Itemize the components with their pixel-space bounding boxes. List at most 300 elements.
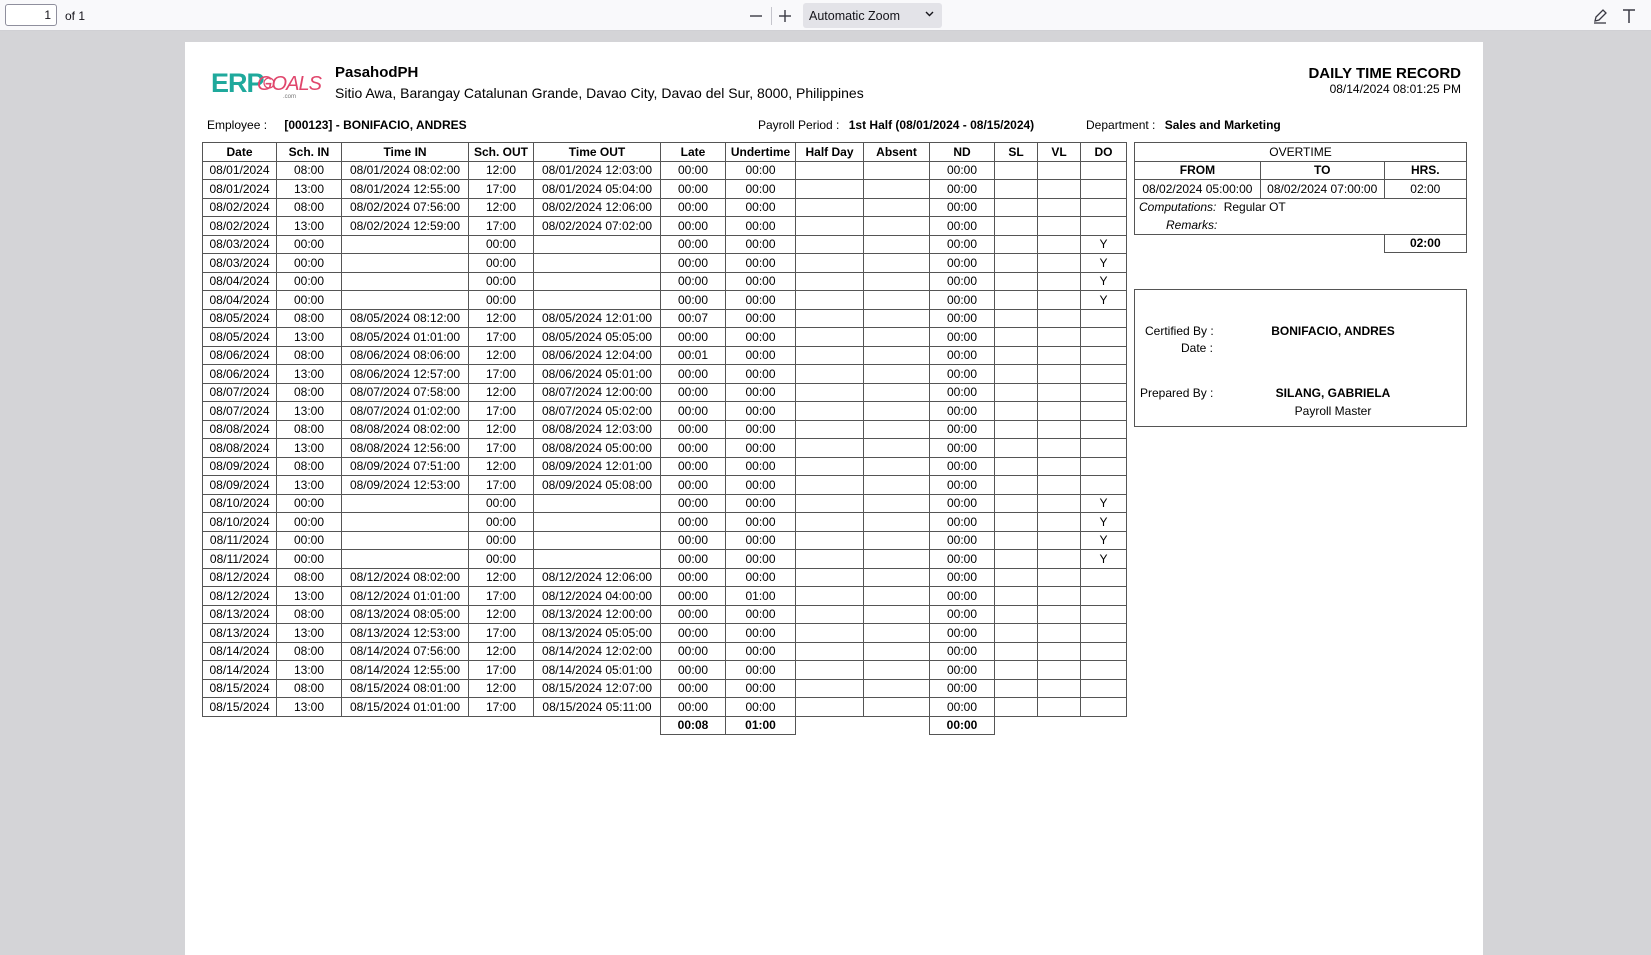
cell-half-day: [796, 568, 864, 587]
cell-vl: [1038, 291, 1081, 310]
cell-undertime: 00:00: [726, 235, 796, 254]
cell-time-out: [534, 494, 661, 513]
cell-time-in: 08/05/2024 01:01:00: [342, 328, 469, 347]
cell-sch-out: 12:00: [469, 605, 534, 624]
cell-sl: [995, 624, 1038, 643]
cell-nd: 00:00: [930, 494, 995, 513]
cell-undertime: 00:00: [726, 439, 796, 458]
cell-nd: 00:00: [930, 235, 995, 254]
cell-absent: [864, 235, 930, 254]
cell-nd: 00:00: [930, 661, 995, 680]
page-count-label: of 1: [65, 9, 86, 23]
col-header-nd: ND: [930, 143, 995, 162]
cell-nd: 00:00: [930, 457, 995, 476]
cell-vl: [1038, 439, 1081, 458]
cell-nd: 00:00: [930, 476, 995, 495]
remarks-label: Remarks:: [1166, 217, 1218, 232]
cell-time-in: 08/14/2024 07:56:00: [342, 642, 469, 661]
cell-sch-out: 12:00: [469, 568, 534, 587]
cell-undertime: 00:00: [726, 624, 796, 643]
ot-cell-hrs: 02:00: [1384, 180, 1466, 199]
plus-icon: [778, 9, 792, 23]
cell-date: 08/03/2024: [203, 235, 277, 254]
certified-by-label: Certified By :: [1145, 324, 1214, 338]
dtr-body: [203, 161, 1127, 716]
cell-time-in: 08/01/2024 08:02:00: [342, 161, 469, 180]
cell-nd: 00:00: [930, 624, 995, 643]
cell-sl: [995, 661, 1038, 680]
cell-sch-in: 08:00: [277, 346, 342, 365]
cell-sl: [995, 346, 1038, 365]
cell-vl: [1038, 365, 1081, 384]
cell-do: Y: [1081, 494, 1127, 513]
cell-late: 00:00: [661, 161, 726, 180]
cell-time-out: [534, 291, 661, 310]
cell-absent: [864, 198, 930, 217]
cell-late: 00:00: [661, 235, 726, 254]
cell-nd: 00:00: [930, 402, 995, 421]
cell-half-day: [796, 235, 864, 254]
col-header-vl: VL: [1038, 143, 1081, 162]
cell-sch-out: 12:00: [469, 457, 534, 476]
cell-date: 08/13/2024: [203, 624, 277, 643]
cell-half-day: [796, 198, 864, 217]
cell-half-day: [796, 291, 864, 310]
cell-undertime: 00:00: [726, 180, 796, 199]
table-row: [203, 513, 1127, 532]
cell-vl: [1038, 605, 1081, 624]
cell-time-out: 08/14/2024 05:01:00: [534, 661, 661, 680]
cell-vl: [1038, 476, 1081, 495]
cell-late: 00:00: [661, 420, 726, 439]
cell-half-day: [796, 161, 864, 180]
cell-time-out: 08/08/2024 12:03:00: [534, 420, 661, 439]
cell-date: 08/01/2024: [203, 161, 277, 180]
cell-late: 00:00: [661, 272, 726, 291]
cell-vl: [1038, 494, 1081, 513]
cell-half-day: [796, 180, 864, 199]
table-row: [203, 346, 1127, 365]
cell-undertime: 00:00: [726, 365, 796, 384]
table-row: [203, 494, 1127, 513]
table-row: [203, 217, 1127, 236]
cell-absent: [864, 217, 930, 236]
cell-do: [1081, 698, 1127, 717]
cell-do: [1081, 457, 1127, 476]
cell-sl: [995, 365, 1038, 384]
cell-half-day: [796, 679, 864, 698]
cell-late: 00:00: [661, 291, 726, 310]
cell-do: Y: [1081, 531, 1127, 550]
cell-date: 08/07/2024: [203, 383, 277, 402]
table-row: [203, 679, 1127, 698]
cell-sl: [995, 698, 1038, 717]
cell-date: 08/01/2024: [203, 180, 277, 199]
totals-spacer: [796, 716, 930, 735]
cell-late: 00:00: [661, 513, 726, 532]
table-row: [203, 605, 1127, 624]
cell-date: 08/15/2024: [203, 679, 277, 698]
cell-nd: 00:00: [930, 420, 995, 439]
table-row: [203, 457, 1127, 476]
cell-half-day: [796, 365, 864, 384]
cell-late: 00:00: [661, 550, 726, 569]
cell-late: 00:00: [661, 402, 726, 421]
cell-sl: [995, 272, 1038, 291]
page-number-input[interactable]: 1: [5, 4, 57, 26]
cell-nd: 00:00: [930, 587, 995, 606]
cell-time-in: [342, 254, 469, 273]
table-row: [203, 161, 1127, 180]
prepared-by-name: SILANG, GABRIELA: [1275, 386, 1391, 400]
payroll-period: [758, 118, 1034, 132]
table-row: [203, 291, 1127, 310]
cell-late: 00:00: [661, 605, 726, 624]
cell-late: 00:00: [661, 531, 726, 550]
cell-absent: [864, 513, 930, 532]
total-nd: 00:00: [930, 716, 995, 735]
cell-sch-in: 08:00: [277, 568, 342, 587]
cell-nd: 00:00: [930, 439, 995, 458]
cell-half-day: [796, 383, 864, 402]
table-row: [203, 698, 1127, 717]
cell-nd: 00:00: [930, 531, 995, 550]
cell-time-out: 08/07/2024 12:00:00: [534, 383, 661, 402]
cell-half-day: [796, 217, 864, 236]
date-label: Date :: [1181, 341, 1214, 355]
daily-time-record-table: [202, 142, 1127, 735]
cell-do: [1081, 624, 1127, 643]
overtime-total-spacer: [1135, 234, 1385, 253]
cell-time-out: 08/06/2024 12:04:00: [534, 346, 661, 365]
cell-time-out: 08/12/2024 04:00:00: [534, 587, 661, 606]
cell-sch-out: 17:00: [469, 365, 534, 384]
cell-sch-out: 17:00: [469, 402, 534, 421]
cell-sl: [995, 587, 1038, 606]
cell-date: 08/08/2024: [203, 439, 277, 458]
cell-vl: [1038, 180, 1081, 199]
cell-half-day: [796, 624, 864, 643]
cell-late: 00:00: [661, 698, 726, 717]
cell-vl: [1038, 679, 1081, 698]
cell-late: 00:00: [661, 457, 726, 476]
col-header-sch-in: Sch. IN: [277, 143, 342, 162]
cell-sl: [995, 439, 1038, 458]
cell-late: 00:00: [661, 568, 726, 587]
cell-time-in: [342, 513, 469, 532]
cell-vl: [1038, 531, 1081, 550]
cell-late: 00:01: [661, 346, 726, 365]
cell-vl: [1038, 235, 1081, 254]
company-address: Sitio Awa, Barangay Catalunan Grande, Davao City, Davao del Sur, 8000, Philippines: [335, 85, 864, 101]
cell-vl: [1038, 198, 1081, 217]
cell-do: [1081, 198, 1127, 217]
cell-vl: [1038, 420, 1081, 439]
cell-half-day: [796, 587, 864, 606]
cell-sl: [995, 254, 1038, 273]
computations-row: [1135, 198, 1467, 216]
cell-sch-out: 12:00: [469, 161, 534, 180]
prepared-by-role: Payroll Master: [1294, 404, 1372, 418]
cell-date: 08/12/2024: [203, 568, 277, 587]
cell-sl: [995, 309, 1038, 328]
cell-sl: [995, 494, 1038, 513]
prepared-by-label: Prepared By :: [1140, 386, 1214, 400]
cell-sch-in: 00:00: [277, 291, 342, 310]
cell-sl: [995, 568, 1038, 587]
cell-sch-in: 13:00: [277, 661, 342, 680]
cell-do: Y: [1081, 272, 1127, 291]
cell-sl: [995, 328, 1038, 347]
cell-sch-in: 00:00: [277, 531, 342, 550]
col-header-late: Late: [661, 143, 726, 162]
table-row: [203, 180, 1127, 199]
cell-nd: 00:00: [930, 346, 995, 365]
cell-time-in: 08/06/2024 08:06:00: [342, 346, 469, 365]
ot-cell-from: 08/02/2024 05:00:00: [1135, 180, 1261, 199]
period-label: Payroll Period :: [758, 118, 840, 132]
printed-timestamp: 08/14/2024 08:01:25 PM: [1329, 82, 1461, 96]
cell-sl: [995, 476, 1038, 495]
highlight-pen-button[interactable]: [1588, 4, 1612, 28]
text-icon: [1621, 8, 1637, 24]
col-header-absent: Absent: [864, 143, 930, 162]
table-row: [203, 235, 1127, 254]
cell-late: 00:00: [661, 642, 726, 661]
cell-date: 08/14/2024: [203, 661, 277, 680]
cell-half-day: [796, 328, 864, 347]
cell-do: Y: [1081, 513, 1127, 532]
zoom-select[interactable]: [803, 3, 942, 28]
col-header-sl: SL: [995, 143, 1038, 162]
cell-nd: 00:00: [930, 180, 995, 199]
cell-undertime: 00:00: [726, 661, 796, 680]
cell-do: [1081, 161, 1127, 180]
cell-time-out: 08/13/2024 05:05:00: [534, 624, 661, 643]
table-row: [203, 365, 1127, 384]
cell-date: 08/04/2024: [203, 272, 277, 291]
cell-sch-in: 13:00: [277, 328, 342, 347]
cell-half-day: [796, 457, 864, 476]
overtime-row: [1135, 180, 1467, 199]
cell-date: 08/05/2024: [203, 309, 277, 328]
table-row: [203, 383, 1127, 402]
cell-half-day: [796, 476, 864, 495]
cell-time-in: 08/07/2024 07:58:00: [342, 383, 469, 402]
document-title: DAILY TIME RECORD: [1308, 65, 1461, 82]
cell-undertime: 00:00: [726, 420, 796, 439]
cell-time-in: 08/14/2024 12:55:00: [342, 661, 469, 680]
totals-spacer: [203, 716, 661, 735]
cell-undertime: 00:00: [726, 457, 796, 476]
cell-absent: [864, 291, 930, 310]
cell-vl: [1038, 217, 1081, 236]
cell-date: 08/07/2024: [203, 402, 277, 421]
cell-vl: [1038, 383, 1081, 402]
cell-date: 08/03/2024: [203, 254, 277, 273]
cell-vl: [1038, 254, 1081, 273]
cell-nd: 00:00: [930, 642, 995, 661]
overtime-total: 02:00: [1384, 234, 1466, 253]
cell-late: 00:00: [661, 217, 726, 236]
cell-sl: [995, 679, 1038, 698]
cell-absent: [864, 420, 930, 439]
cell-do: [1081, 420, 1127, 439]
zoom-out-button[interactable]: [744, 4, 768, 28]
cell-time-in: 08/08/2024 08:02:00: [342, 420, 469, 439]
cell-time-out: 08/02/2024 07:02:00: [534, 217, 661, 236]
cell-sch-in: 08:00: [277, 679, 342, 698]
cell-sl: [995, 642, 1038, 661]
table-row: [203, 550, 1127, 569]
cell-sch-out: 12:00: [469, 346, 534, 365]
cell-undertime: 00:00: [726, 254, 796, 273]
cell-sch-in: 08:00: [277, 642, 342, 661]
cell-time-in: [342, 272, 469, 291]
cell-absent: [864, 328, 930, 347]
cell-sch-in: 00:00: [277, 254, 342, 273]
cell-nd: 00:00: [930, 383, 995, 402]
cell-time-in: 08/09/2024 07:51:00: [342, 457, 469, 476]
pdf-toolbar: [0, 0, 1651, 31]
col-header-undertime: Undertime: [726, 143, 796, 162]
cell-sch-out: 00:00: [469, 531, 534, 550]
cell-undertime: 00:00: [726, 476, 796, 495]
cell-date: 08/10/2024: [203, 513, 277, 532]
svg-text:GOALS: GOALS: [257, 73, 321, 95]
cell-time-in: 08/02/2024 07:56:00: [342, 198, 469, 217]
col-header-date: Date: [203, 143, 277, 162]
cell-nd: 00:00: [930, 365, 995, 384]
cell-vl: [1038, 346, 1081, 365]
cell-do: [1081, 328, 1127, 347]
department-info: [1086, 118, 1281, 132]
cell-time-in: 08/08/2024 12:56:00: [342, 439, 469, 458]
cell-nd: 00:00: [930, 550, 995, 569]
cell-sch-in: 00:00: [277, 550, 342, 569]
cell-nd: 00:00: [930, 217, 995, 236]
cell-sch-out: 12:00: [469, 679, 534, 698]
cell-sch-in: 13:00: [277, 624, 342, 643]
cell-late: 00:00: [661, 624, 726, 643]
cell-nd: 00:00: [930, 605, 995, 624]
cell-undertime: 00:00: [726, 272, 796, 291]
cell-sch-in: 00:00: [277, 272, 342, 291]
cell-late: 00:00: [661, 661, 726, 680]
cell-undertime: 00:00: [726, 402, 796, 421]
col-header-sch-out: Sch. OUT: [469, 143, 534, 162]
employee-info: [207, 118, 467, 132]
cell-do: Y: [1081, 254, 1127, 273]
cell-undertime: 00:00: [726, 217, 796, 236]
cell-late: 00:00: [661, 587, 726, 606]
cell-sch-out: 00:00: [469, 272, 534, 291]
dtr-totals-row: [203, 716, 1127, 735]
cell-date: 08/04/2024: [203, 291, 277, 310]
cell-do: [1081, 679, 1127, 698]
certified-by-name: BONIFACIO, ANDRES: [1271, 324, 1395, 338]
minus-icon: [749, 9, 763, 23]
cell-sch-in: 00:00: [277, 513, 342, 532]
dtr-header-row: [203, 143, 1127, 162]
cell-sch-in: 08:00: [277, 605, 342, 624]
document-page: [185, 42, 1483, 955]
cell-undertime: 00:00: [726, 568, 796, 587]
cell-absent: [864, 605, 930, 624]
cell-late: 00:00: [661, 328, 726, 347]
department-label: Department :: [1086, 118, 1156, 132]
cell-date: 08/06/2024: [203, 346, 277, 365]
cell-do: [1081, 383, 1127, 402]
cell-undertime: 00:00: [726, 291, 796, 310]
cell-absent: [864, 180, 930, 199]
cell-absent: [864, 272, 930, 291]
cell-nd: 00:00: [930, 272, 995, 291]
cell-date: 08/11/2024: [203, 531, 277, 550]
cell-time-in: 08/01/2024 12:55:00: [342, 180, 469, 199]
cell-sl: [995, 420, 1038, 439]
employee-label: Employee :: [207, 118, 268, 132]
signature-box: [1134, 289, 1467, 427]
cell-late: 00:00: [661, 494, 726, 513]
cell-time-in: 08/09/2024 12:53:00: [342, 476, 469, 495]
table-row: [203, 254, 1127, 273]
cell-undertime: 00:00: [726, 698, 796, 717]
text-tool-button[interactable]: [1617, 4, 1641, 28]
ot-header-from: FROM: [1135, 161, 1261, 180]
cell-late: 00:00: [661, 383, 726, 402]
table-row: [203, 328, 1127, 347]
cell-sch-in: 08:00: [277, 161, 342, 180]
ot-header-to: TO: [1260, 161, 1384, 180]
cell-nd: 00:00: [930, 698, 995, 717]
table-row: [203, 587, 1127, 606]
cell-sch-out: 17:00: [469, 698, 534, 717]
cell-late: 00:00: [661, 365, 726, 384]
svg-text:ERP: ERP: [211, 68, 264, 98]
cell-absent: [864, 531, 930, 550]
department-value: Sales and Marketing: [1164, 118, 1281, 132]
table-row: [203, 309, 1127, 328]
cell-date: 08/02/2024: [203, 217, 277, 236]
cell-absent: [864, 365, 930, 384]
cell-sch-out: 17:00: [469, 476, 534, 495]
cell-do: Y: [1081, 550, 1127, 569]
cell-sch-out: 00:00: [469, 550, 534, 569]
cell-sch-in: 08:00: [277, 383, 342, 402]
cell-late: 00:00: [661, 254, 726, 273]
cell-half-day: [796, 346, 864, 365]
cell-half-day: [796, 698, 864, 717]
cell-absent: [864, 161, 930, 180]
zoom-in-button[interactable]: [773, 4, 797, 28]
cell-sl: [995, 513, 1038, 532]
cell-undertime: 00:00: [726, 383, 796, 402]
cell-sch-in: 13:00: [277, 402, 342, 421]
cell-vl: [1038, 457, 1081, 476]
cell-sch-in: 13:00: [277, 180, 342, 199]
cell-half-day: [796, 272, 864, 291]
cell-half-day: [796, 513, 864, 532]
cell-time-out: 08/14/2024 12:02:00: [534, 642, 661, 661]
cell-time-out: [534, 513, 661, 532]
cell-sch-in: 13:00: [277, 587, 342, 606]
cell-time-out: [534, 235, 661, 254]
cell-undertime: 00:00: [726, 161, 796, 180]
cell-sl: [995, 161, 1038, 180]
cell-nd: 00:00: [930, 679, 995, 698]
cell-absent: [864, 624, 930, 643]
